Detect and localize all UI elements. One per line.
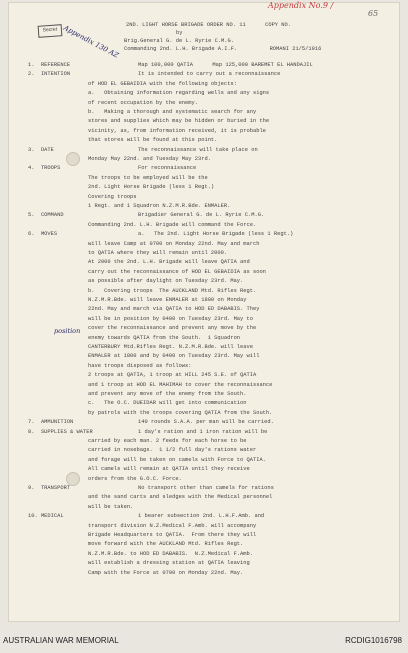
section-heading: 10. MEDICAL [28,513,64,520]
order-text-line: carried in nosebags. 1 1/2 full day's rations water [88,447,257,454]
order-text-line: have troops disposed as follows: [88,362,192,369]
order-text-line: b. Making a thorough and systematic search for any [88,109,257,115]
section-heading: 8. SUPPLIES & WATER [28,428,93,435]
order-text-line: of HOD EL GEBAIDIA with the following objects: [88,80,237,87]
margin-note-position: position [54,327,81,335]
order-text-line: All camels will remain at QATIA until they receive [88,466,250,473]
order-text-line: 1 day's ration and 1 iron ration will be [138,428,268,435]
punch-hole [66,472,80,486]
secret-stamp: Secret [38,24,63,38]
order-text-line: The troops to be employed will be the [88,174,208,181]
order-text-line: as possible after daylight on Tuesday 23rd. May. [88,278,244,285]
order-text-line: and the sand carts and sledges with the Medical personnel [88,494,273,501]
section-heading: 2. INTENTION [28,71,71,78]
order-text-line: Brigade Headquarters to QATIA. From there they will [88,532,257,538]
order-text-line: No transport other than camels for rations [138,485,274,491]
order-text-line: carry out the reconnaissance of HOD EL GEBAIDIA as soon [88,268,266,275]
order-text-line: Map 100,000 QATIA Map 125,000 BAREMET EL HANDAJIL [138,62,313,68]
archive-reference: RCDIG1016798 [345,636,402,645]
archive-name: AUSTRALIAN WAR MEMORIAL [3,636,119,645]
order-title: 2ND. LIGHT HORSE BRIGADE ORDER NO. 11 COPY NO. [126,22,291,28]
order-text-line: 22nd. May and march via QATIA to HOD ED DABABIS. They [88,306,260,313]
order-text-line: and forage will be taken on camels with Force to QATIA. [88,456,266,463]
order-text-line: N.Z.M.R.Bde. to HOD ED DABABIS. N.Z.Medical F.Amb. [88,550,253,557]
section-heading: 9. TRANSPORT [28,485,71,491]
order-text-line: by patrols with the troops covering QATIA from the South. [88,409,273,416]
order-text-line: Commanding 2nd. L.H. Brigade will command the Force. [88,221,257,228]
order-text-line: transport division N.Z.Medical F.Amb. will accompany [88,522,257,529]
order-text-line: carried by each man. 2 feeds for each horse to be [88,438,247,444]
order-text-line: move forward with the AUCKLAND Mtd. Rifles Regt. [88,541,244,548]
order-text-line: Covering troops [88,193,137,200]
order-text-line: that stores will be found at this point. [88,137,218,144]
order-text-line: will be in position by 0400 on Tuesday 23rd. May to [88,315,253,322]
order-text-line: vicinity, as, from information received, it is probable [88,127,266,134]
archive-footer [0,628,408,653]
order-text-line: b. Covering troops The AUCKLAND Mtd. Rifles Regt. [88,287,257,294]
section-heading: 7. AMMUNITION [28,419,74,426]
order-text-line: will leave Camp at 0700 on Monday 22nd. May and march [88,240,260,247]
order-text-line: N.Z.M.R.Bde. will leave ENMALER at 1800 on Monday [88,297,247,303]
order-text-line: ENMALER at 1800 and by 0400 on Tuesday 23rd. May will [88,353,260,360]
document-page [8,2,400,622]
order-text-line: and prevent any move of the enemy from the South. [88,391,247,397]
section-heading: 5. COMMAND [28,212,64,219]
section-heading: 3. DATE [28,146,54,153]
order-text-line: For reconnaissance [138,165,197,172]
appendix-note-pencil: Appendix 130 AZ [62,24,120,60]
order-text-line: Camp with the Force at 0700 on Monday 22nd. May. [88,569,244,576]
order-text-line: enemy towards QATIA from the South. 1 Squadron [88,334,241,341]
order-text-line: 2nd. Light Horse Brigade (less 1 Regt.) [88,184,215,191]
order-text-line: CANTERBURY Mtd.Rifles Regt. N.Z.M.R.Bde. will leave [88,344,253,350]
order-text-line: a. The 2nd. Light Horse Brigade (less 1 Regt.) [138,231,294,238]
appendix-note-red: Appendix No.9 / [268,1,334,10]
order-text-line: cover the reconnaissance and prevent any move by the [88,325,257,332]
order-text-line: 140 rounds S.A.A. per man will be carried. [138,419,274,426]
order-text-line: The reconnaissance will take place on [138,146,258,153]
order-text-line: It is intended to carry out a reconnaissance [138,71,281,78]
order-text-line: 2 troops at QATIA, 1 troop at HILL 245 S.E. of QATIA [88,372,257,379]
order-text-line: stores and supplies which may be hidden or buried in the [88,118,270,125]
order-text-line: Brigadier General G. de L. Ryrie C.M.G. [138,212,265,219]
order-text-line: to QATIA where they will remain until 2000. [88,250,228,256]
order-text-line: 1 Regt. and 1 Squadron N.Z.M.R.Bde. ENMALER. [88,203,231,209]
order-by: by [176,30,183,36]
order-text-line: will establish a dressing station at QATIA leaving [88,560,250,567]
order-text-line: orders from the G.O.C. Force. [88,475,182,482]
order-text-line: At 2000 the 2nd. L.H. Brigade will leave QATIA and [88,259,250,266]
section-heading: 1. REFERENCE [28,62,71,68]
section-heading: 4. TROOPS [28,165,61,172]
order-text-line: will be taken. [88,503,134,510]
order-text-line: a. Obtaining information regarding wells and any signs [88,90,270,97]
order-command-date: Commanding 2nd. L.H. Brigade A.I.F. ROMANI 21/5/1916 [124,46,322,52]
page-number: 65 [368,9,379,18]
order-text-line: 1 bearer subsection 2nd. L.H.F.Amb. and [138,513,265,520]
order-author: Brig.General G. de L. Ryrie C.M.G. [124,38,234,44]
punch-hole [66,152,80,166]
section-heading: 6. MOVES [28,231,58,238]
order-text-line: and 1 troop at HOD EL MAHIMAH to cover the reconnaissance [88,381,273,388]
order-text-line: c. The O.C. DUEIDAR will get into communication [88,400,247,407]
order-text-line: of recent occupation by the enemy. [88,99,198,106]
order-text-line: Monday May 22nd. and Tuesday May 23rd. [88,156,211,162]
